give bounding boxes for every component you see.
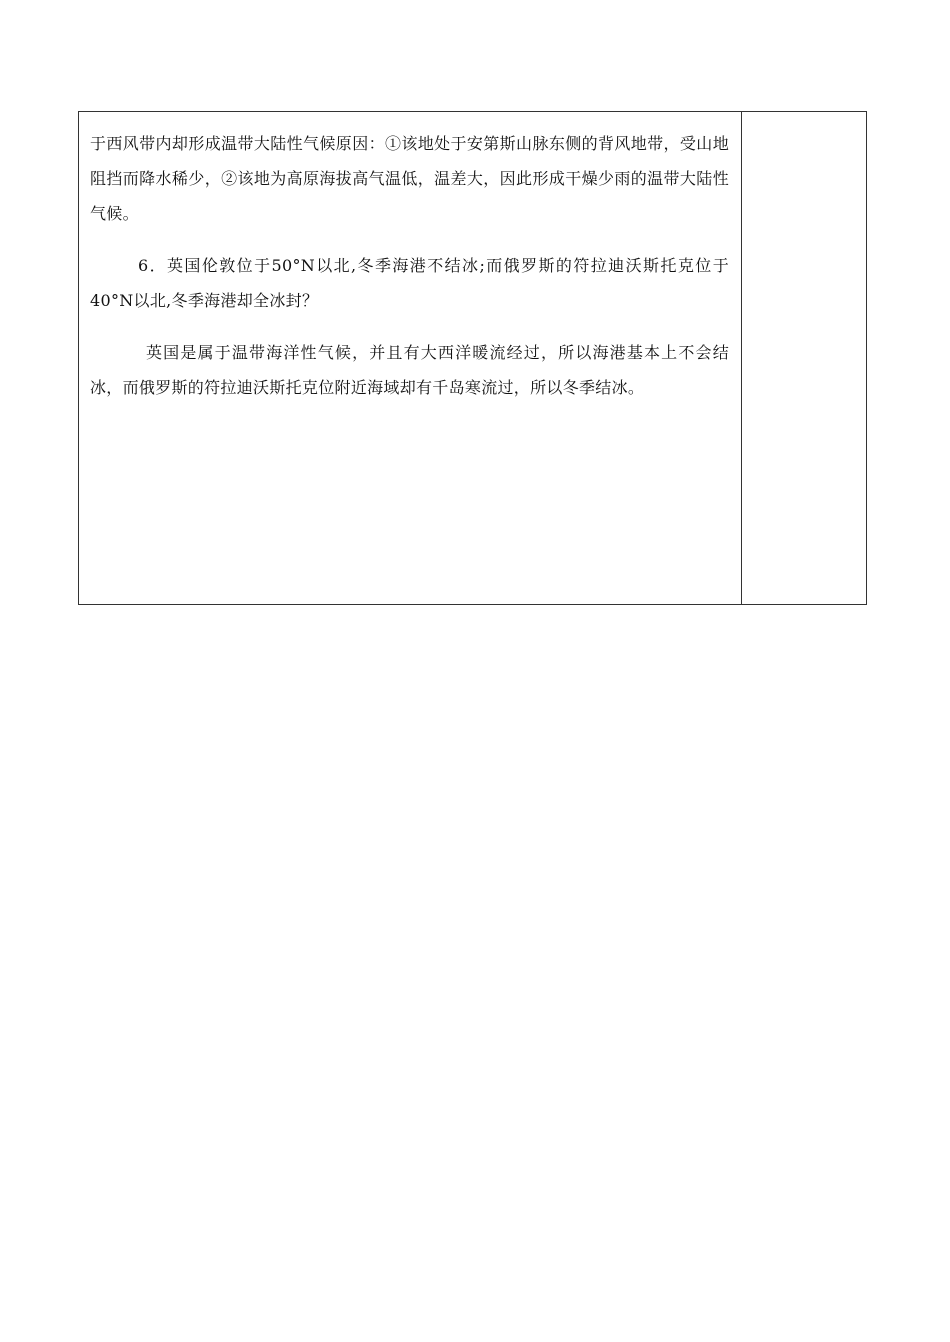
- document-table: [78, 111, 867, 605]
- answer-paragraph-6: 英国是属于温带海洋性气候，并且有大西洋暖流经过，所以海港基本上不会结冰，而俄罗斯的符拉迪沃斯托克位附近海域却有千岛寒流过，所以冬季结冰。: [90, 343, 729, 397]
- question-paragraph-6: 6．英国伦敦位于50°N以北,冬季海港不结冰;而俄罗斯的符拉迪沃斯托克位于40°N以北,冬季海港却全冰封？: [90, 256, 729, 310]
- answer-paragraph-climate: 于西风带内却形成温带大陆性气候原因：①该地处于安第斯山脉东侧的背风地带，受山地阻挡而降水稀少，②该地为高原海拔高气温低，温差大，因此形成干燥少雨的温带大陆性气候。: [90, 134, 729, 223]
- notes-cell: [742, 112, 866, 604]
- content-cell: [79, 112, 742, 604]
